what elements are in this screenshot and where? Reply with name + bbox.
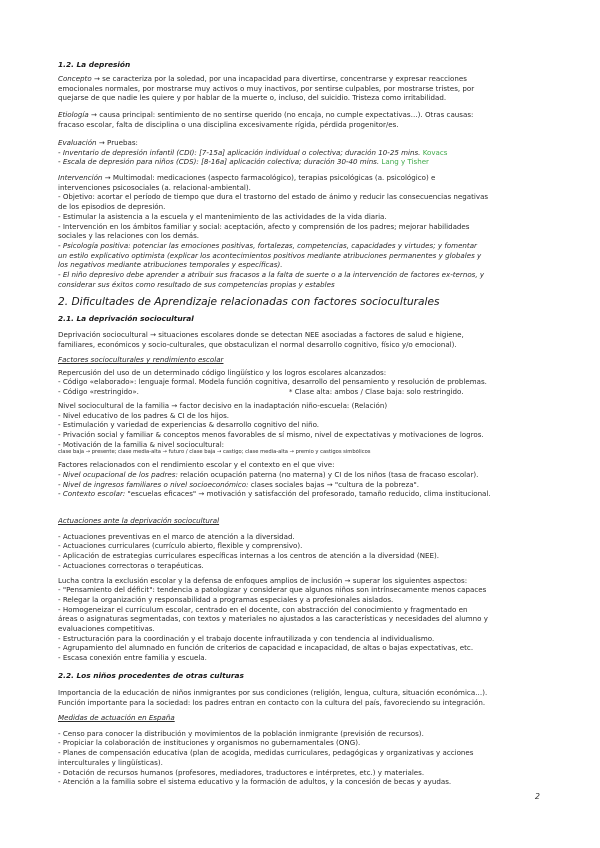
intervencion-block bbox=[58, 173, 542, 289]
concepto-line-2: emocionales normales, por mostrarse muy activos o muy inactivos, por sentirse culpables, por mostrarse tristes, por bbox=[58, 83, 475, 93]
evaluacion-item-2: - Escala de depresión para niños (CDS): [8-16a] aplicación colectiva; duración 30-40 mins. bbox=[58, 157, 380, 167]
deprivacion-block bbox=[58, 330, 542, 349]
intervencion-line-6: - Intervención en los ámbitos familiar y social: aceptación, afecto y comprensión de los padres; mejorar habilidades bbox=[58, 221, 470, 231]
otras-line-1: Importancia de la educación de niños inmigrantes por sus condiciones (religión, lengua, cultura, situación económica…). bbox=[58, 688, 488, 697]
section-2-2 bbox=[58, 671, 542, 681]
factores-line-9: clase baja → presente; clase media-alta → futuro / clase baja → castigo; clase media-alta → premio y castigos simbólicos bbox=[58, 449, 371, 456]
actuaciones-line-8: - Homogeneizar el currículum escolar, centrado en el docente, con abstracción del conocimiento y fragmentado en bbox=[58, 604, 468, 614]
section-1-2 bbox=[58, 60, 542, 70]
actuaciones-line-1: - Actuaciones preventivas en el marco de atención a la diversidad. bbox=[58, 531, 295, 541]
factores-line-5: - Nivel educativo de los padres & CI de los hijos. bbox=[58, 410, 230, 420]
factores-line-11a: - Nivel ocupacional de los padres: bbox=[58, 470, 178, 480]
evaluacion-label: Evaluación bbox=[58, 138, 97, 147]
medidas-line-1: - Censo para conocer la distribución y movimientos de la población inmigrante (previsión de recursos). bbox=[58, 728, 424, 738]
factores-title: Factores socioculturales y rendimiento escolar bbox=[58, 355, 224, 364]
intervencion-line-12: considerar sus éxitos como resultado de sus competencias propias y estables bbox=[58, 279, 335, 289]
section-2 bbox=[58, 296, 542, 309]
concepto-line-1: se caracteriza por la soledad, por una incapacidad para divertirse, concentrarse y expresar reacciones bbox=[99, 74, 467, 83]
factores-line-11b: relación ocupación paterna (no materna) y CI de los niños (tasa de fracaso escolar). bbox=[177, 470, 479, 480]
factores-line-7: - Privación social y familiar & conceptos menos favorables de sí mismo, nivel de expectativas y motivaciones de logros. bbox=[58, 429, 484, 439]
otras-line-2: Función importante para la sociedad: los padres entran en contacto con la cultura del país, favoreciendo su integración. bbox=[58, 697, 486, 707]
actuaciones-line-3: - Aplicación de estrategias curriculares específicas internas a los centros de atención a la diversidad (NEE). bbox=[58, 551, 439, 561]
heading-2-1: 2.1. La deprivación sociocultural bbox=[58, 314, 194, 323]
actuaciones-title: Actuaciones ante la deprivación sociocultural bbox=[58, 516, 220, 525]
intervencion-line-1: Multimodal: medicaciones (aspecto farmacológico), terapias psicológicas (a. psicológico) e bbox=[110, 173, 436, 182]
factores-line-8: - Motivación de la familia & nivel sociocultural: bbox=[58, 439, 225, 449]
actuaciones-line-6: - "Pensamiento del déficit": tendencia a patologizar y considerar que algunos niños son intrínsecamente menos capaces bbox=[58, 585, 487, 595]
factores-line-4: Nivel sociocultural de la familia → factor decisivo en la inadaptación niño-escuela: (Relación) bbox=[58, 400, 388, 410]
concepto-label: Concepto bbox=[58, 74, 92, 83]
deprivacion-line-1: Deprivación sociocultural → situaciones escolares donde se detectan NEE asociadas a factores de salud e higiene, bbox=[58, 330, 464, 339]
actuaciones-line-9: áreas o asignaturas segmentadas, con textos y materiales no ajustados a las características y necesidades del alumno y bbox=[58, 614, 488, 624]
factores-line-3a: - Código «restringido». bbox=[58, 387, 139, 397]
heading-2: 2. Dificultades de Aprendizaje relacionadas con factores socioculturales bbox=[58, 296, 440, 308]
section-2-1 bbox=[58, 314, 542, 324]
intervencion-line-11: - El niño depresivo debe aprender a atribuir sus fracasos a la falta de suerte o a la intervención de factores ex-ternos, y bbox=[58, 270, 485, 280]
evaluacion-block bbox=[58, 138, 542, 167]
etiologia-line-1: causa principal: sentimiento de no sentirse querido (no encaja, no cumple expectativas…). Otras causas: bbox=[96, 110, 474, 119]
page-number: 2 bbox=[534, 792, 540, 801]
medidas-line-5: - Dotación de recursos humanos (profesores, mediadores, traductores e intérpretes, etc.) y materiales. bbox=[58, 767, 425, 777]
etiologia-line-2: fracaso escolar, falta de disciplina o una disciplina excesivamente rígida, pérdida progenitor/es. bbox=[58, 119, 399, 129]
intervencion-line-9: un estilo explicativo optimista (explicar los acontecimientos positivos mediante atribuciones permanentes y globales y bbox=[58, 250, 482, 260]
medidas-line-2: - Propiciar la colaboración de instituciones y organismos no gubernamentales (ONG). bbox=[58, 738, 361, 748]
intervencion-label: Intervención bbox=[58, 173, 103, 182]
evaluacion-item-1: - Inventario de depresión infantil (CDI): [7-15a] aplicación individual o colectiva; duración 10-25 mins. bbox=[58, 147, 421, 157]
author-kovacs: Kovacs bbox=[422, 147, 448, 157]
arrow-icon: → bbox=[104, 173, 111, 182]
actuaciones-line-13: - Escasa conexión entre familia y escuela. bbox=[58, 653, 207, 663]
medidas-line-4: interculturales y lingüísticas). bbox=[58, 757, 163, 767]
arrow-icon: → bbox=[93, 74, 100, 83]
intervencion-line-7: sociales y las relaciones con los demás. bbox=[58, 231, 200, 241]
intervencion-line-4: de los episodios de depresión. bbox=[58, 202, 166, 212]
concepto-line-3: quejarse de que nadie les quiere y por hablar de la muerte o, incluso, del suicidio. Tristeza como irritabilidad. bbox=[58, 93, 447, 103]
arrow-icon: → bbox=[98, 138, 105, 147]
actuaciones-line-4: - Actuaciones correctoras o terapéuticas. bbox=[58, 560, 204, 570]
actuaciones-line-10: evaluaciones competitivas. bbox=[58, 624, 155, 634]
medidas-line-6: - Atención a la familia sobre el sistema educativo y la formación de adultos, y la concesión de becas y ayudas. bbox=[58, 777, 452, 787]
etiologia-label: Etiología bbox=[58, 110, 89, 119]
factores-line-12a: - Nivel de ingresos familiares o nivel socioeconómico: bbox=[58, 479, 249, 489]
medidas-title: Medidas de actuación en España bbox=[58, 713, 175, 722]
evaluacion-rest: Pruebas: bbox=[104, 138, 138, 147]
intervencion-line-2: intervenciones psicosociales (a. relacional-ambiental). bbox=[58, 182, 251, 192]
factores-line-6: - Estimulación y variedad de experiencias & desarrollo cognitivo del niño. bbox=[58, 420, 320, 430]
actuaciones-line-7: - Relegar la organización y responsabilidad a programas especiales y a profesionales aislados. bbox=[58, 594, 394, 604]
deprivacion-line-2: familiares, económicos y socio-culturales, que obstaculizan el normal desarrollo cognitivo, físico y/o emocional). bbox=[58, 339, 457, 349]
heading-2-2: 2.2. Los niños procedentes de otras culturas bbox=[58, 671, 244, 680]
intervencion-line-10: los negativos mediante atribuciones temporales y específicas). bbox=[58, 260, 283, 270]
medidas-line-3: - Planes de compensación educativa (plan de acogida, medidas curriculares, pedagógicas y organizativas y acciones bbox=[58, 748, 474, 758]
concepto-block bbox=[58, 74, 542, 103]
intervencion-line-8: - Psicología positiva: potenciar las emociones positivas, fortalezas, competencias, capacidades y virtudes; y fomentar bbox=[58, 240, 477, 250]
factores-line-10: Factores relacionados con el rendimiento escolar y el contexto en el que vive: bbox=[58, 460, 335, 470]
arrow-icon: → bbox=[90, 110, 97, 119]
medidas-block bbox=[58, 713, 542, 787]
intervencion-line-3: - Objetivo: acortar el período de tiempo que dura el trastorno del estado de ánimo y reducir las consecuencias negativas bbox=[58, 192, 489, 202]
actuaciones-line-12: - Agrupamiento del alumnado en función de criterios de capacidad e incapacidad, de altas o bajas expectativas, etc. bbox=[58, 643, 474, 653]
factores-line-12b: clases sociales bajas → "cultura de la pobreza". bbox=[248, 479, 420, 489]
author-lang-tisher: Lang y Tisher bbox=[381, 157, 429, 167]
heading-1-2: 1.2. La depresión bbox=[58, 60, 131, 69]
etiologia-block bbox=[58, 110, 542, 129]
factores-line-1: Repercusión del uso de un determinado código lingüístico y los logros escolares alcanzados: bbox=[58, 367, 387, 377]
actuaciones-line-11: - Estructuración para la coordinación y el trabajo docente infrautilizada y con tendencia al individualismo. bbox=[58, 633, 435, 643]
actuaciones-line-2: - Actuaciones curriculares (currículo abierto, flexible y comprensivo). bbox=[58, 541, 303, 551]
factores-line-2: - Código «elaborado»: lenguaje formal. Modela función cognitiva, desarrollo del pensamiento y resolución de problemas. bbox=[58, 377, 487, 387]
intervencion-line-5: - Estimular la asistencia a la escuela y el mantenimiento de las actividades de la vida diaria. bbox=[58, 211, 387, 221]
actuaciones-block bbox=[58, 516, 542, 663]
factores-line-13a: - Contexto escolar: bbox=[58, 489, 126, 499]
factores-line-3b: * Clase alta: ambos / Clase baja: solo restringido. bbox=[288, 387, 464, 397]
actuaciones-line-5: Lucha contra la exclusión escolar y la defensa de enfoques amplios de inclusión → superar los siguientes aspectos: bbox=[58, 575, 468, 585]
factores-line-13b: "escuelas eficaces" → motivación y satisfacción del profesorado, tamaño reducido, clima institucional. bbox=[125, 489, 491, 499]
otras-culturas-block bbox=[58, 688, 542, 707]
factores-block bbox=[58, 355, 542, 499]
